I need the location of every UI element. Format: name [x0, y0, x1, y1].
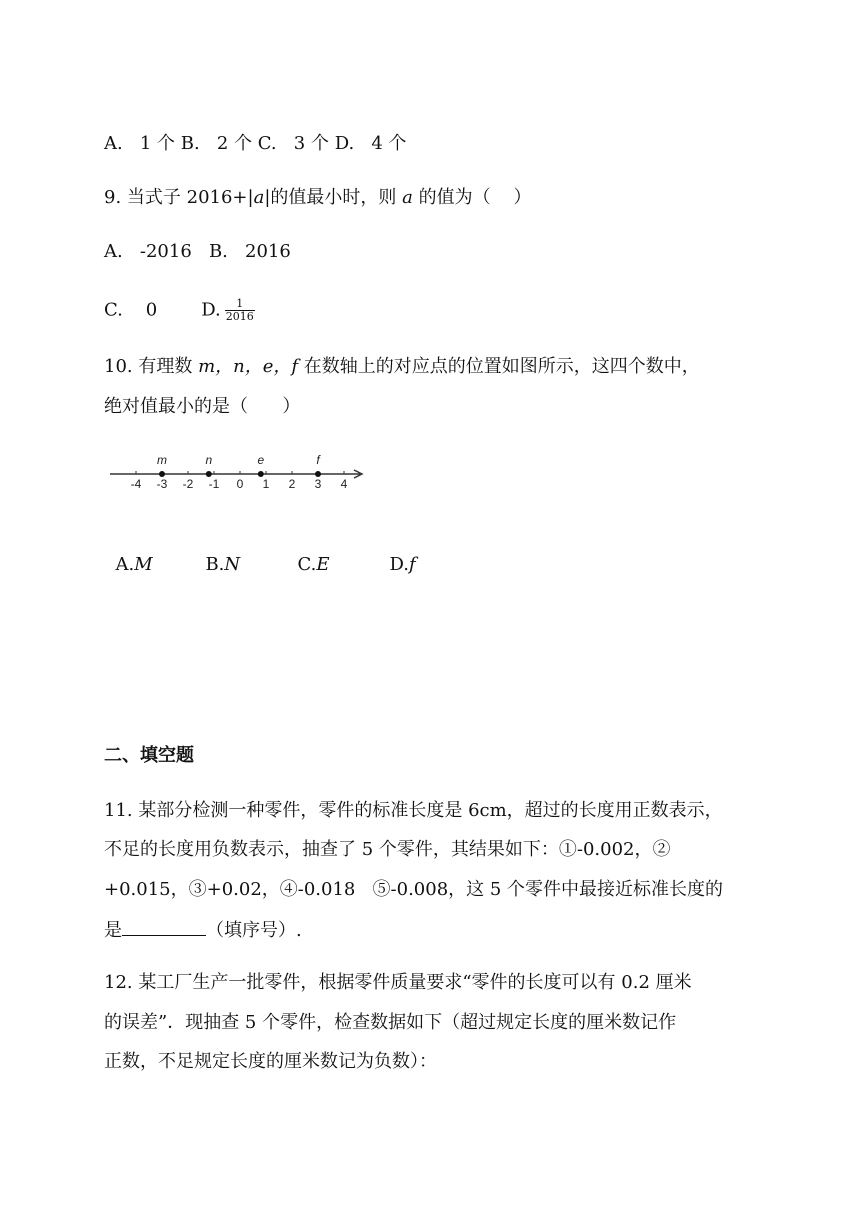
q10-prefix: 10. 有理数: [104, 356, 199, 377]
q10-option-a: A.M: [115, 554, 153, 575]
q9-options-cd: [104, 298, 255, 323]
tick-label: 4: [340, 477, 348, 491]
q12-line3: 正数，不足规定长度的厘米数记为负数）：: [104, 1051, 437, 1072]
q11-line2: 不足的长度用负数表示，抽查了 5 个零件，其结果如下：①-0.002，②: [104, 839, 671, 860]
tick-label: 3: [314, 477, 322, 491]
q10-options: [104, 529, 416, 577]
point-f: [315, 471, 321, 477]
fraction-denominator: 2016: [225, 310, 254, 323]
point-label-f: f: [316, 453, 320, 467]
q10-vars: m，n，e，f: [198, 356, 299, 377]
tick-label: -4: [130, 477, 142, 491]
tick-label: 2: [288, 477, 296, 491]
q9-suffix: 的值为（ ）: [412, 187, 532, 208]
point-label-m: m: [157, 453, 167, 467]
q10-stem-line1: [104, 355, 700, 379]
point-label-e: e: [257, 453, 265, 467]
tick-label: 1: [262, 477, 270, 491]
point-n: [206, 471, 212, 477]
section-heading: 二、填空题: [104, 745, 194, 766]
q11-line4-prefix: 是: [104, 920, 122, 941]
point-label-n: n: [205, 453, 213, 467]
q9-option-c: C. 0: [104, 299, 158, 321]
q10-stem-line2: 绝对值最小的是（ ）: [104, 396, 301, 417]
tick-label: -1: [208, 477, 220, 491]
q10-option-b: B.N: [205, 554, 241, 575]
number-line-figure: [104, 444, 374, 494]
q11-line3: +0.015，③+0.02，④-0.018 ⑤-0.008，这 5 个零件中最接近标准长度的: [104, 879, 724, 900]
fraction-numerator: 1: [236, 297, 244, 310]
q9-options-ab: A. -2016 B. 2016: [104, 241, 291, 262]
q9-prefix: 9. 当式子 2016+: [104, 187, 248, 208]
answer-blank: [122, 917, 206, 936]
q9-stem: [104, 186, 531, 210]
q12-line1: 12. 某工厂生产一批零件，根据零件质量要求“零件的长度可以有 0.2 厘米: [104, 972, 692, 993]
q9-var-a2: a: [402, 187, 413, 208]
tick-label: 0: [236, 477, 244, 491]
q10-option-c: C.E: [297, 554, 330, 575]
q9-middle: 的值最小时，则: [270, 187, 403, 208]
q9-option-d-fraction: [225, 298, 255, 323]
q12-line2: 的误差”．现抽查 5 个零件，检查数据如下（超过规定长度的厘米数记作: [104, 1012, 677, 1033]
q11-line4-suffix: （填序号）.: [206, 920, 302, 941]
tick-label: -3: [156, 477, 168, 491]
q10-option-d: D.f: [389, 554, 416, 575]
abs-bar-left: |: [247, 187, 254, 208]
q8-options: A. 1 个 B. 2 个 C. 3 个 D. 4 个: [104, 133, 407, 154]
q11-line4: [104, 917, 302, 943]
q9-var-a: a: [253, 187, 265, 208]
q9-option-d-label: D.: [201, 299, 221, 321]
point-m: [159, 471, 165, 477]
q10-suffix: 在数轴上的对应点的位置如图所示，这四个数中，: [298, 356, 700, 377]
tick-label: -2: [182, 477, 194, 491]
point-e: [258, 471, 264, 477]
q11-line1: 11. 某部分检测一种零件，零件的标准长度是 6cm，超过的长度用正数表示，: [104, 800, 723, 821]
abs-bar-right: |: [264, 187, 271, 208]
